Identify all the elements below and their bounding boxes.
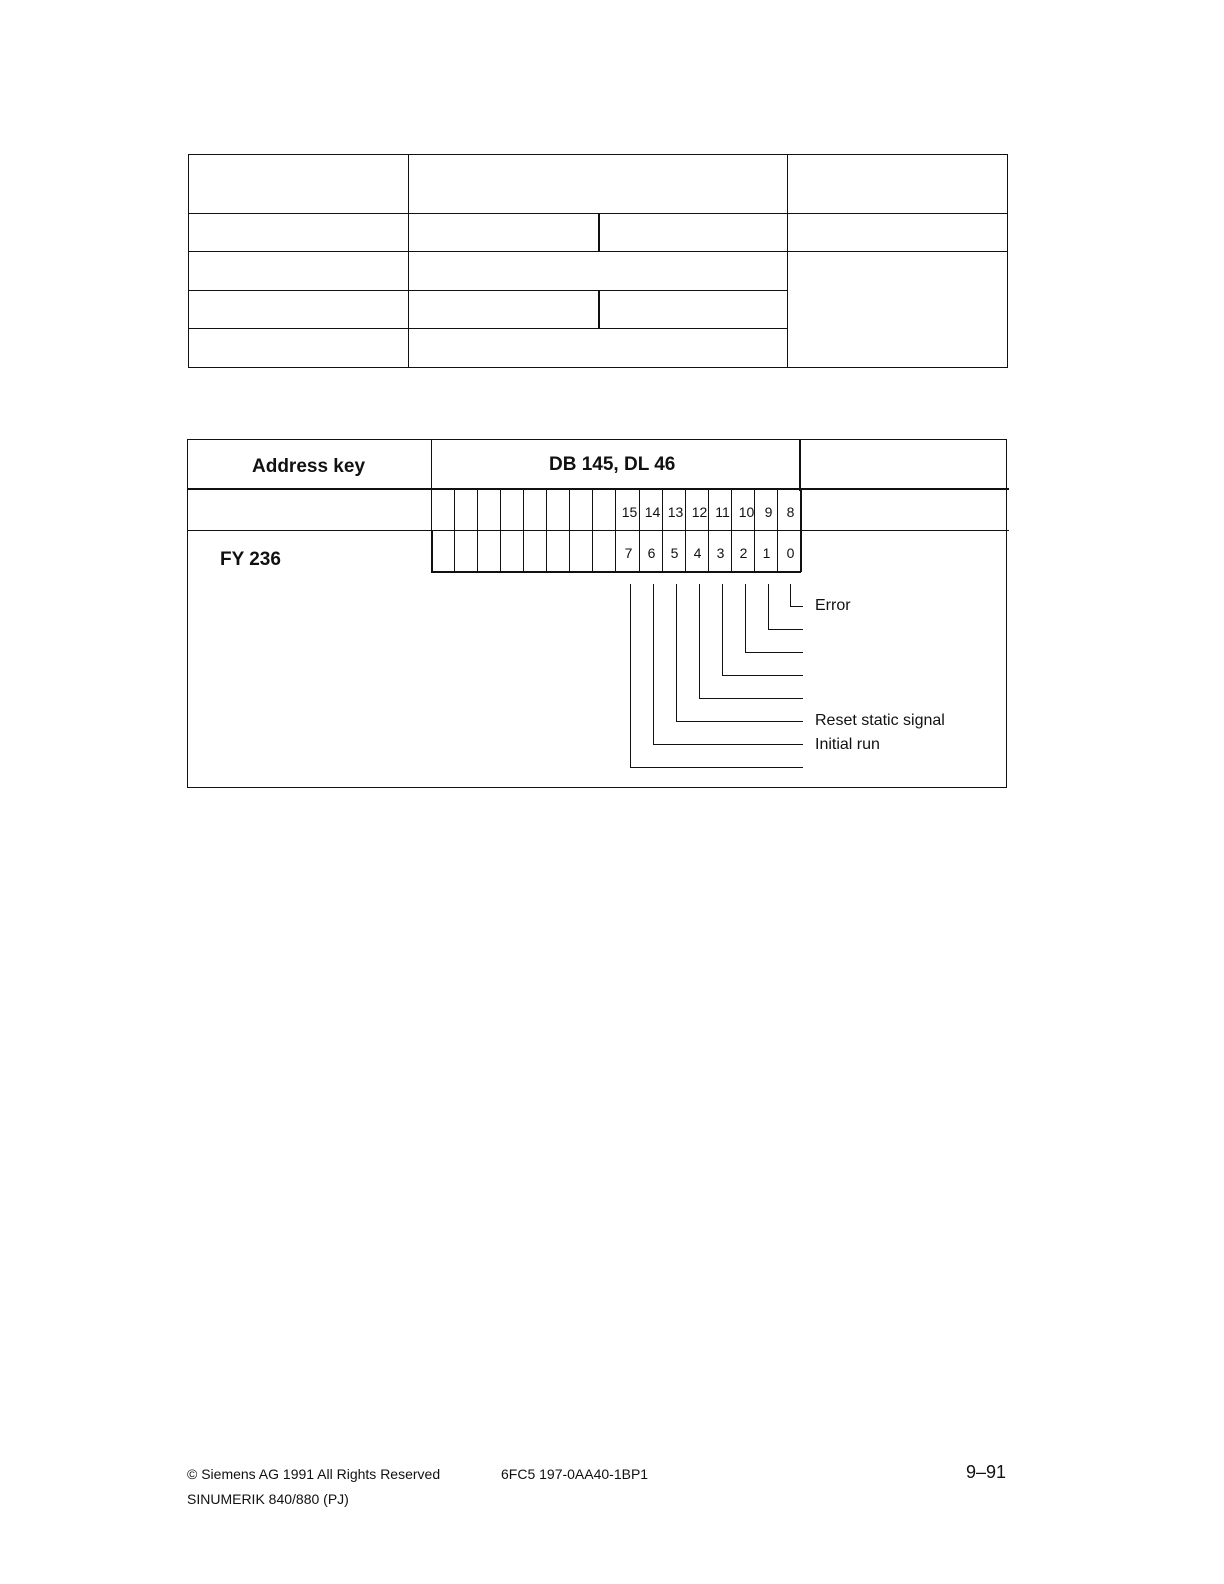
address-key-label: Address key: [252, 456, 366, 477]
bit-number: 14: [644, 504, 661, 520]
db-label: DB 145, DL 46: [549, 454, 676, 475]
fy-label: FY 236: [220, 549, 281, 570]
bit-number: 3: [716, 545, 725, 561]
order-number: 6FC5 197-0AA40-1BP1: [501, 1466, 649, 1482]
product-name: SINUMERIK 840/880 (PJ): [187, 1491, 349, 1507]
bit-number: 1: [762, 545, 771, 561]
bit-number: 10: [738, 504, 755, 520]
bit-number: 0: [786, 545, 795, 561]
bit-number: 4: [693, 545, 702, 561]
page-number: 9–91: [966, 1462, 1007, 1482]
bit-number: 2: [739, 545, 748, 561]
bit-number: 6: [647, 545, 656, 561]
bit6-label: Initial run: [815, 736, 880, 753]
bit-number: 9: [764, 504, 773, 520]
bit5-label: Reset static signal: [815, 712, 945, 729]
bit-number: 15: [621, 504, 638, 520]
bit-number: 8: [786, 504, 795, 520]
bit-number: 13: [667, 504, 684, 520]
bit-number: 7: [624, 545, 633, 561]
bit-number: 12: [691, 504, 708, 520]
bit-number: 11: [715, 504, 730, 520]
copyright-text: © Siemens AG 1991 All Rights Reserved: [187, 1466, 441, 1482]
bit0-label: Error: [815, 597, 851, 614]
bit-number: 5: [670, 545, 679, 561]
